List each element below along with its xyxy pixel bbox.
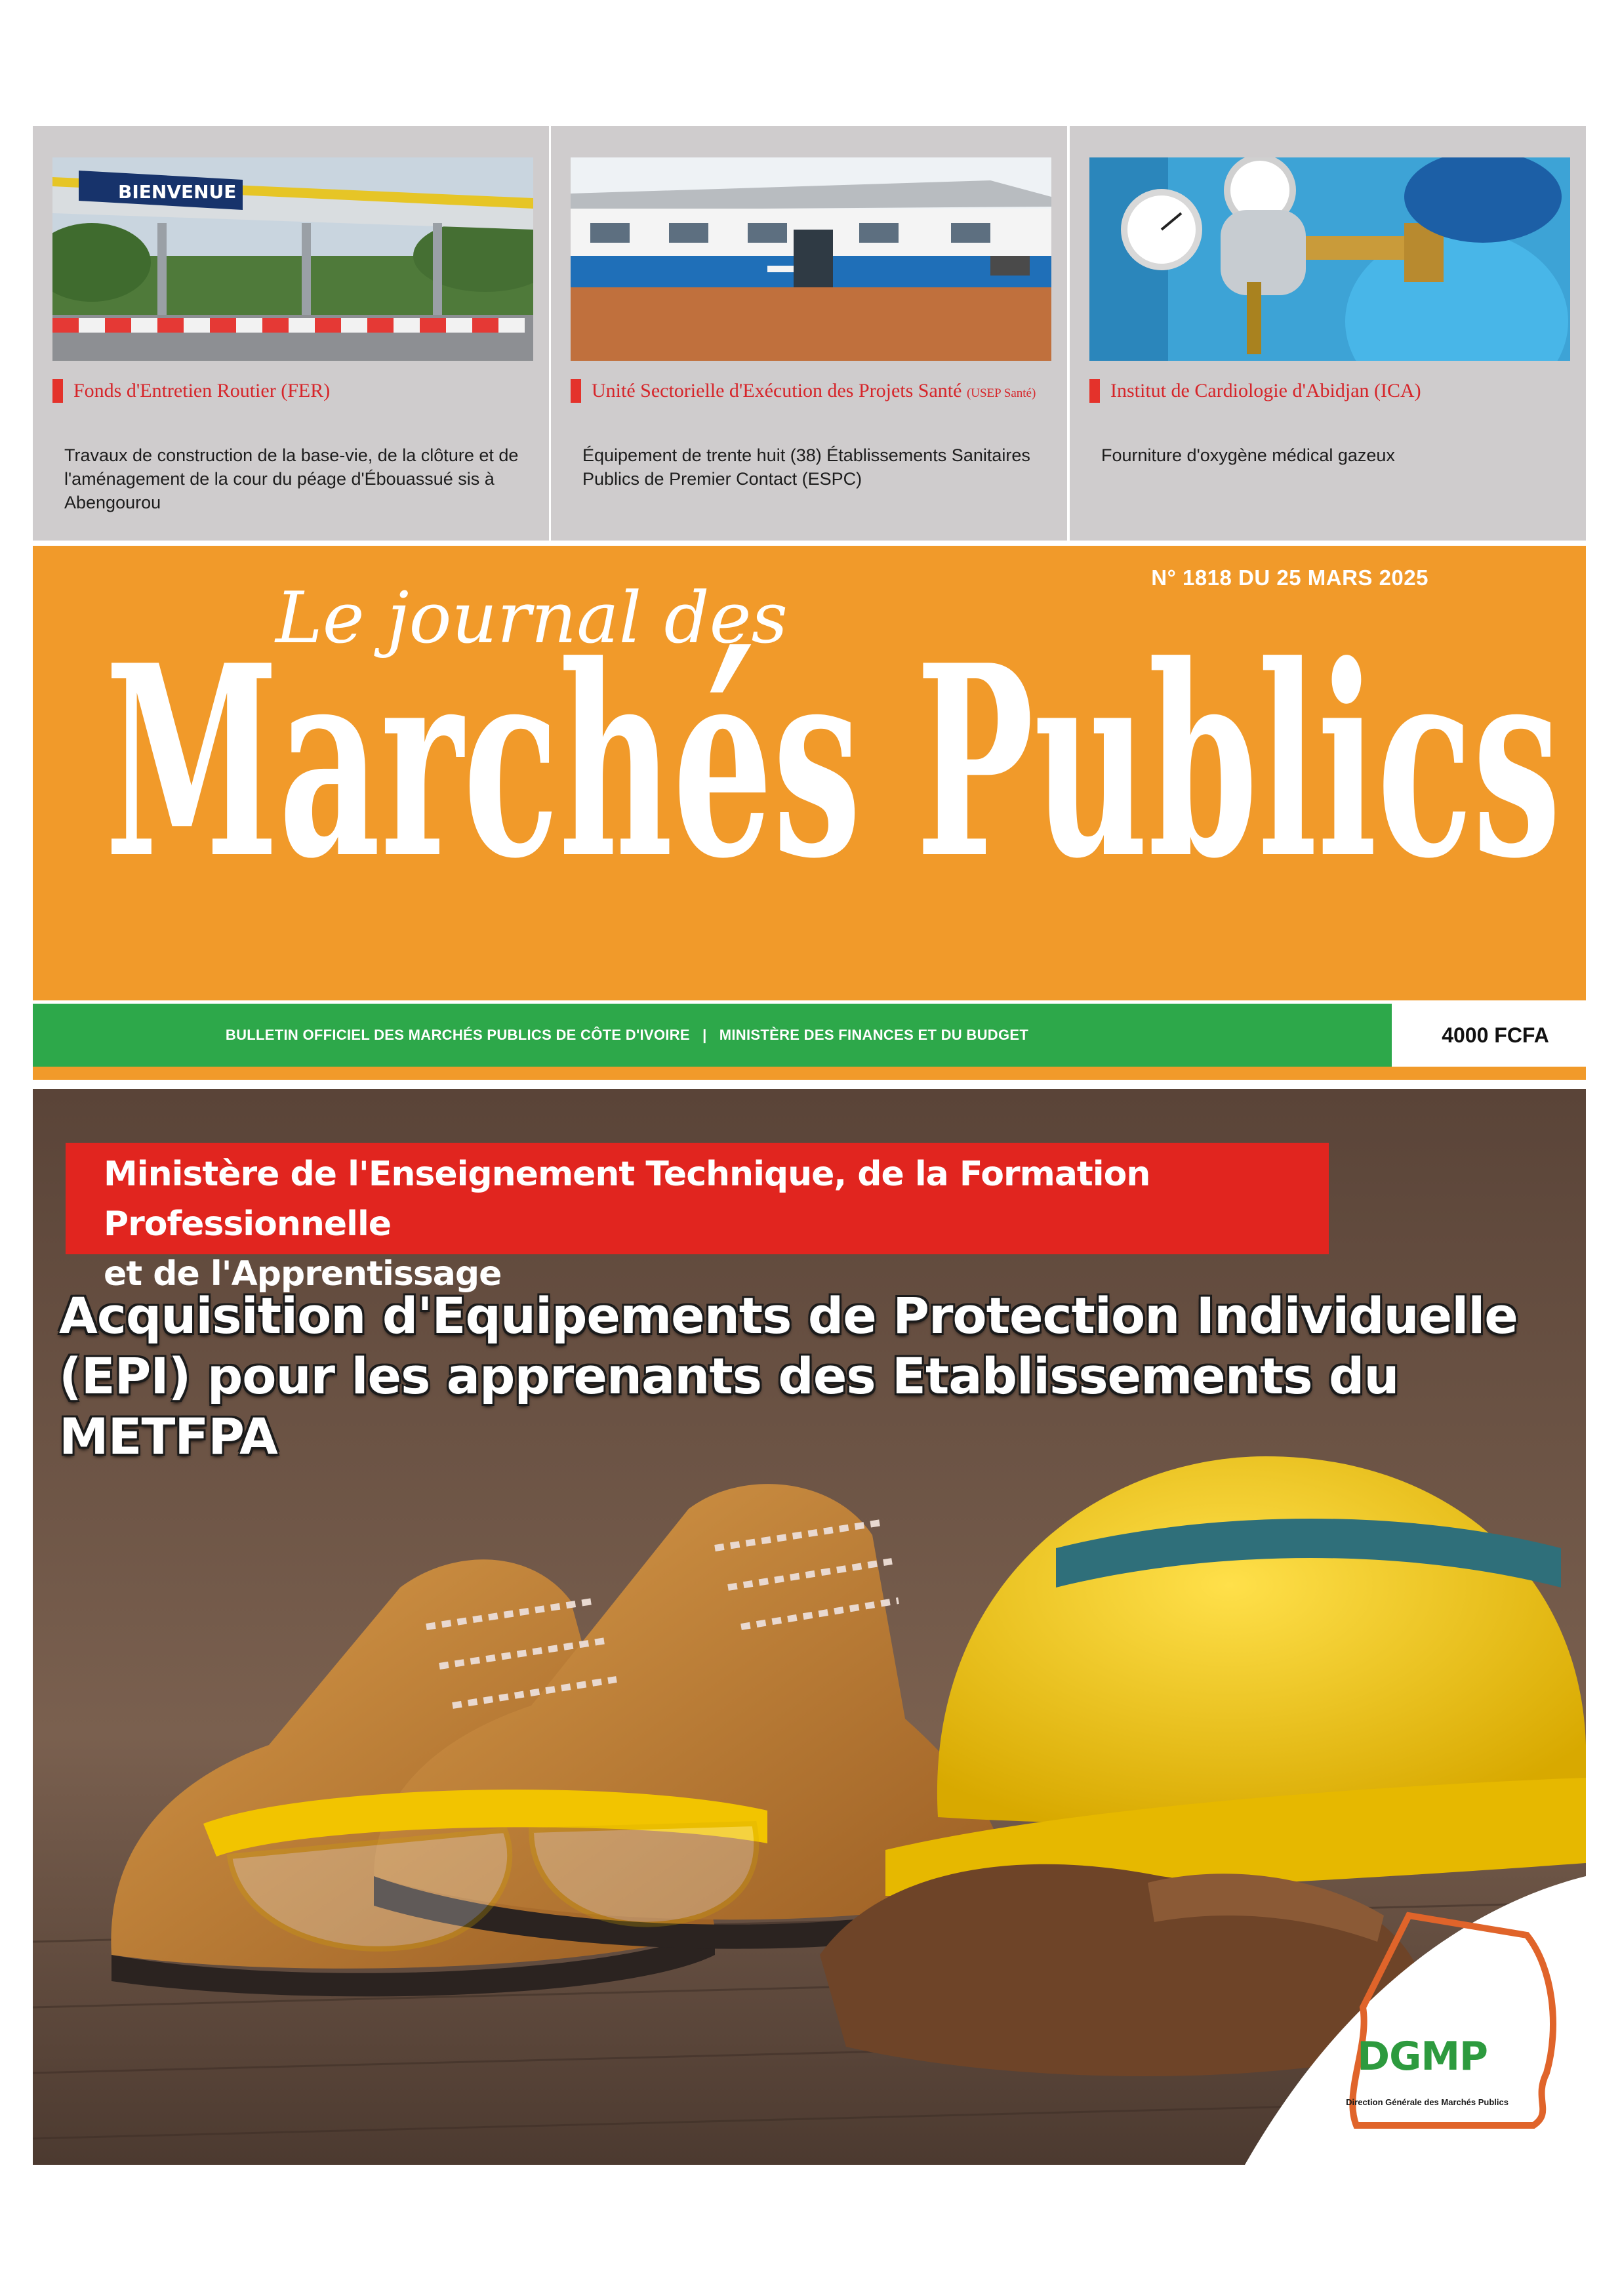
price: 4000 FCFA bbox=[1442, 1023, 1549, 1047]
cover-story[interactable] bbox=[33, 1089, 1586, 2165]
red-marker bbox=[52, 379, 63, 403]
teaser-description: Fourniture d'oxygène médical gazeux bbox=[1101, 445, 1395, 465]
headline-line-2: (EPI) pour les apprenants des Etablissements du bbox=[59, 1347, 1399, 1405]
issue-number: N° 1818 DU 25 MARS 2025 bbox=[1151, 565, 1428, 590]
headline-line-3: METFPA bbox=[59, 1407, 277, 1466]
teaser-usep-sante[interactable] bbox=[551, 126, 1067, 541]
dgmp-logo-text: DGMP bbox=[1357, 2034, 1488, 2080]
masthead-kicker: Le journal des bbox=[275, 577, 788, 659]
masthead-title-text: Marchés Publics bbox=[105, 631, 1561, 880]
teaser-org bbox=[52, 378, 536, 404]
divider-strip bbox=[33, 1067, 1586, 1080]
tagline-bar bbox=[33, 1004, 1392, 1067]
teaser-strip bbox=[33, 126, 1586, 541]
headline-line-1: Acquisition d'Equipements de Protection Individuelle bbox=[59, 1286, 1518, 1345]
red-marker bbox=[571, 379, 581, 403]
teaser-org-name: Institut de Cardiologie d'Abidjan (ICA) bbox=[1110, 380, 1421, 401]
cover-headline bbox=[59, 1286, 1541, 1467]
price-box bbox=[1405, 1006, 1586, 1064]
tagline: BULLETIN OFFICIEL DES MARCHÉS PUBLICS DE CÔTE D'IVOIRE | MINISTÈRE DES FINANCES ET DU BUDGET bbox=[225, 1027, 1029, 1043]
teaser-org-acronym: (USEP Santé) bbox=[966, 386, 1036, 400]
teaser-ica[interactable] bbox=[1070, 126, 1586, 541]
teaser-org bbox=[571, 378, 1054, 404]
teaser-image-health-center bbox=[571, 157, 1051, 361]
dgmp-logo-subtitle: Direction Générale des Marchés Publics bbox=[1346, 2097, 1509, 2107]
teaser-org bbox=[1089, 378, 1573, 404]
ministry-line-2: et de l'Apprentissage bbox=[104, 1254, 502, 1294]
teaser-description: Travaux de construction de la base-vie, de la clôture et de l'aménagement de la cour du péage d'Ébouassué sis à Abengourou bbox=[64, 445, 519, 512]
teaser-image-toll-plaza bbox=[52, 157, 533, 361]
red-marker bbox=[1089, 379, 1100, 403]
teaser-org-name: Fonds d'Entretien Routier (FER) bbox=[73, 380, 331, 401]
teaser-fer[interactable] bbox=[33, 126, 549, 541]
teaser-description: Équipement de trente huit (38) Établissements Sanitaires Publics de Premier Contact (ESPC) bbox=[582, 445, 1030, 489]
ministry-line-1: Ministère de l'Enseignement Technique, de la Formation Professionnelle bbox=[104, 1155, 1150, 1244]
teaser-image-oxygen-regulator bbox=[1089, 157, 1570, 361]
teaser-org-name: Unité Sectorielle d'Exécution des Projets Santé bbox=[592, 380, 967, 401]
dgmp-logo-badge bbox=[1245, 1876, 1586, 2165]
masthead-title bbox=[98, 631, 1568, 880]
masthead bbox=[33, 546, 1586, 1047]
ministry-banner bbox=[66, 1143, 1329, 1294]
bienvenue-sign: BIENVENUE bbox=[118, 181, 237, 203]
